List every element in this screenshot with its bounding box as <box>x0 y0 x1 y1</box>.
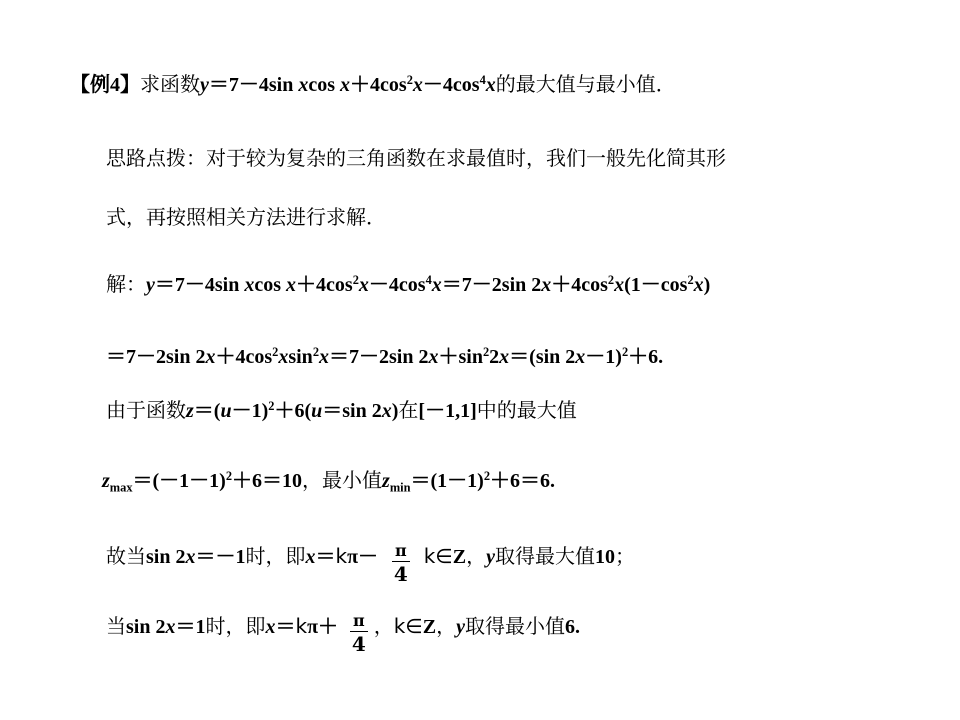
solution-label: 解： <box>106 272 146 296</box>
fraction-pi-over-4: $\frac{\pi}{4}$ <box>393 541 408 586</box>
hint-line-1: 思路点拨：对于较为复杂的三角函数在求最值时，我们一般先化简其形 <box>106 146 726 170</box>
solution-line-3: 由于函数$z=(u-1)^2+6(u=\sin$ 2x)在[－1,1]中的最大值 <box>106 398 577 422</box>
solution-line-4: $z_{max}=(-1-1)^2+6=10$，最小值$z_{min}=(1-1)^2+6=6$. <box>102 468 556 495</box>
example-prompt-pre: 求函数 <box>140 72 200 96</box>
solution-line-6: 当sin 2x＝1时，即x＝kπ＋ $\frac{\pi}{4}$ ，k∈Z，y取得最小值6. <box>106 611 580 656</box>
example-expression: y＝7－4sin xcos $x+4\cos^2x-4\cos^4x$ <box>200 73 496 96</box>
solution-line-1: 解：y＝7－4sin xcos $x+4\cos^2x-4\cos^4x=7-2\sin$ $2x+4\cos^2x(1-\cos^2x)$ <box>106 272 711 296</box>
solution-line-2: ＝7－2sin $2x+4\cos^2xsin^2x=7-2\sin$ $2x+\sin^22x=(\sin$ 2x－1)$^2$＋6. <box>106 345 664 368</box>
example-statement <box>70 70 676 99</box>
hint-line-2: 式，再按照相关方法进行求解． <box>106 205 386 229</box>
example-prompt-post: 的最大值与最小值． <box>495 72 676 96</box>
example-label: 【例4】 <box>70 74 140 96</box>
solution-line-5: 故当sin 2x＝－1时，即x＝kπ－ $\frac{\pi}{4}$ k∈Z，y取得最大值10； <box>106 541 635 586</box>
fraction-pi-over-4: $\frac{\pi}{4}$ <box>351 611 366 656</box>
